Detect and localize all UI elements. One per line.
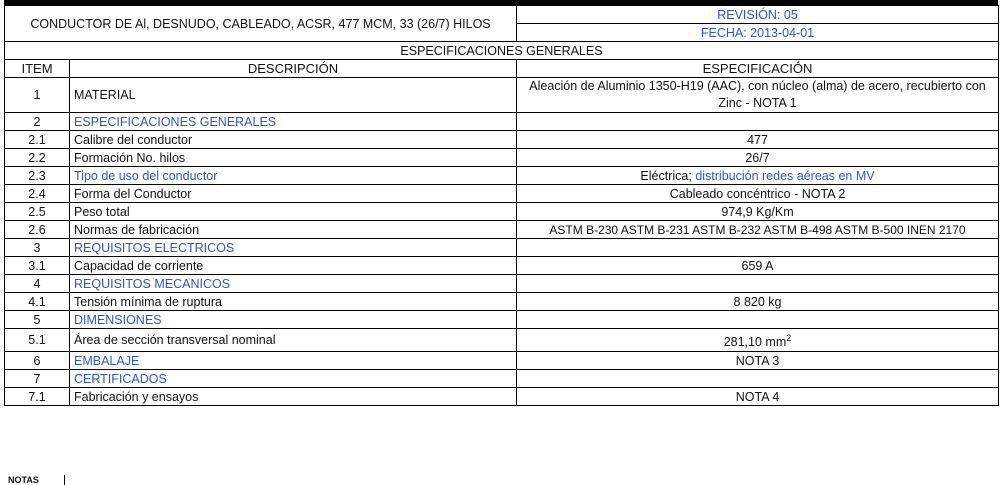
- spec-cell: Cableado concéntrico - NOTA 2: [517, 185, 999, 203]
- item-cell: 4.1: [5, 293, 70, 311]
- item-cell: 2.3: [5, 167, 70, 185]
- section-heading-cell: REQUISITOS MECANICOS: [70, 275, 517, 293]
- spec-cell: [517, 113, 999, 131]
- column-header-row: [5, 60, 999, 78]
- table-row: [5, 370, 999, 388]
- item-cell: 3.1: [5, 257, 70, 275]
- item-cell: 5: [5, 311, 70, 329]
- spec-sheet: [4, 5, 998, 406]
- item-cell: 5.1: [5, 329, 70, 352]
- item-cell: 2: [5, 113, 70, 131]
- spec-cell: 974,9 Kg/Km: [517, 203, 999, 221]
- item-cell: 1: [5, 78, 70, 113]
- item-cell: 7.1: [5, 388, 70, 406]
- spec-cell: 26/7: [517, 149, 999, 167]
- item-cell: 2.2: [5, 149, 70, 167]
- notes-divider: [64, 475, 65, 485]
- superscript-text: 2: [786, 332, 792, 343]
- description-cell: Calibre del conductor: [70, 131, 517, 149]
- description-cell: Fabricación y ensayos: [70, 388, 517, 406]
- table-row: [5, 293, 999, 311]
- spec-cell: NOTA 3: [517, 352, 999, 370]
- column-header-descripcion: DESCRIPCIÓN: [70, 60, 517, 78]
- description-cell: Formación No. hilos: [70, 149, 517, 167]
- date-label: FECHA: 2013-04-01: [517, 24, 999, 42]
- spec-cell: 659 A: [517, 257, 999, 275]
- spec-text-primary: 281,10 mm: [723, 335, 787, 350]
- table-row: [5, 239, 999, 257]
- spec-cell: ASTM B-230 ASTM B-231 ASTM B-232 ASTM B-498 ASTM B-500 INEN 2170: [517, 221, 999, 239]
- column-header-especificacion: ESPECIFICACIÓN: [517, 60, 999, 78]
- table-row: [5, 149, 999, 167]
- notes-section: [4, 475, 998, 485]
- table-row: [5, 203, 999, 221]
- table-row: [5, 329, 999, 352]
- table-row: [5, 185, 999, 203]
- table-row: [5, 167, 999, 185]
- spec-cell: [517, 329, 999, 352]
- section-heading-cell: REQUISITOS ELECTRICOS: [70, 239, 517, 257]
- description-cell: Peso total: [70, 203, 517, 221]
- item-cell: 2.1: [5, 131, 70, 149]
- document-title: CONDUCTOR DE Al, DESNUDO, CABLEADO, ACSR, 477 MCM, 33 (26/7) HILOS: [5, 6, 517, 42]
- spec-cell: NOTA 4: [517, 388, 999, 406]
- section-heading-cell: EMBALAJE: [70, 352, 517, 370]
- section-title: ESPECIFICACIONES GENERALES: [5, 42, 999, 60]
- table-row: [5, 221, 999, 239]
- section-heading-cell: CERTIFICADOS: [70, 370, 517, 388]
- item-cell: 6: [5, 352, 70, 370]
- spec-cell: Aleación de Aluminio 1350-H19 (AAC), con núcleo (alma) de acero, recubierto con Zinc - NOTA 1: [517, 78, 999, 113]
- spec-cell: [517, 311, 999, 329]
- description-cell: Tensión mínima de ruptura: [70, 293, 517, 311]
- item-cell: 3: [5, 239, 70, 257]
- description-cell: Normas de fabricación: [70, 221, 517, 239]
- table-row: [5, 131, 999, 149]
- description-cell: MATERIAL: [70, 78, 517, 113]
- description-cell: Área de sección transversal nominal: [70, 329, 517, 352]
- spec-cell: 477: [517, 131, 999, 149]
- description-cell: Tipo de uso del conductor: [70, 167, 517, 185]
- table-row: [5, 352, 999, 370]
- spec-cell: [517, 275, 999, 293]
- spec-text-primary: Eléctrica;: [640, 168, 696, 183]
- table-row: [5, 275, 999, 293]
- section-heading-cell: DIMENSIONES: [70, 311, 517, 329]
- notes-label: NOTAS: [8, 475, 39, 485]
- spec-cell: 8 820 kg: [517, 293, 999, 311]
- table-row: [5, 257, 999, 275]
- description-cell: Forma del Conductor: [70, 185, 517, 203]
- spec-table: [4, 5, 999, 406]
- column-header-item: ITEM: [5, 60, 70, 78]
- revision-label: REVISIÓN: 05: [517, 6, 999, 24]
- item-cell: 7: [5, 370, 70, 388]
- spec-cell: [517, 370, 999, 388]
- table-row: [5, 311, 999, 329]
- table-row: [5, 113, 999, 131]
- table-row: [5, 78, 999, 113]
- item-cell: 2.6: [5, 221, 70, 239]
- section-heading-cell: ESPECIFICACIONES GENERALES: [70, 113, 517, 131]
- table-row: [5, 388, 999, 406]
- item-cell: 2.4: [5, 185, 70, 203]
- item-cell: 4: [5, 275, 70, 293]
- spec-cell: [517, 239, 999, 257]
- section-title-row: [5, 42, 999, 60]
- header-row-1: [5, 6, 999, 24]
- spec-cell: [517, 167, 999, 185]
- spec-text-highlight: distribución redes aéreas en MV: [695, 168, 875, 183]
- description-cell: Capacidad de corriente: [70, 257, 517, 275]
- item-cell: 2.5: [5, 203, 70, 221]
